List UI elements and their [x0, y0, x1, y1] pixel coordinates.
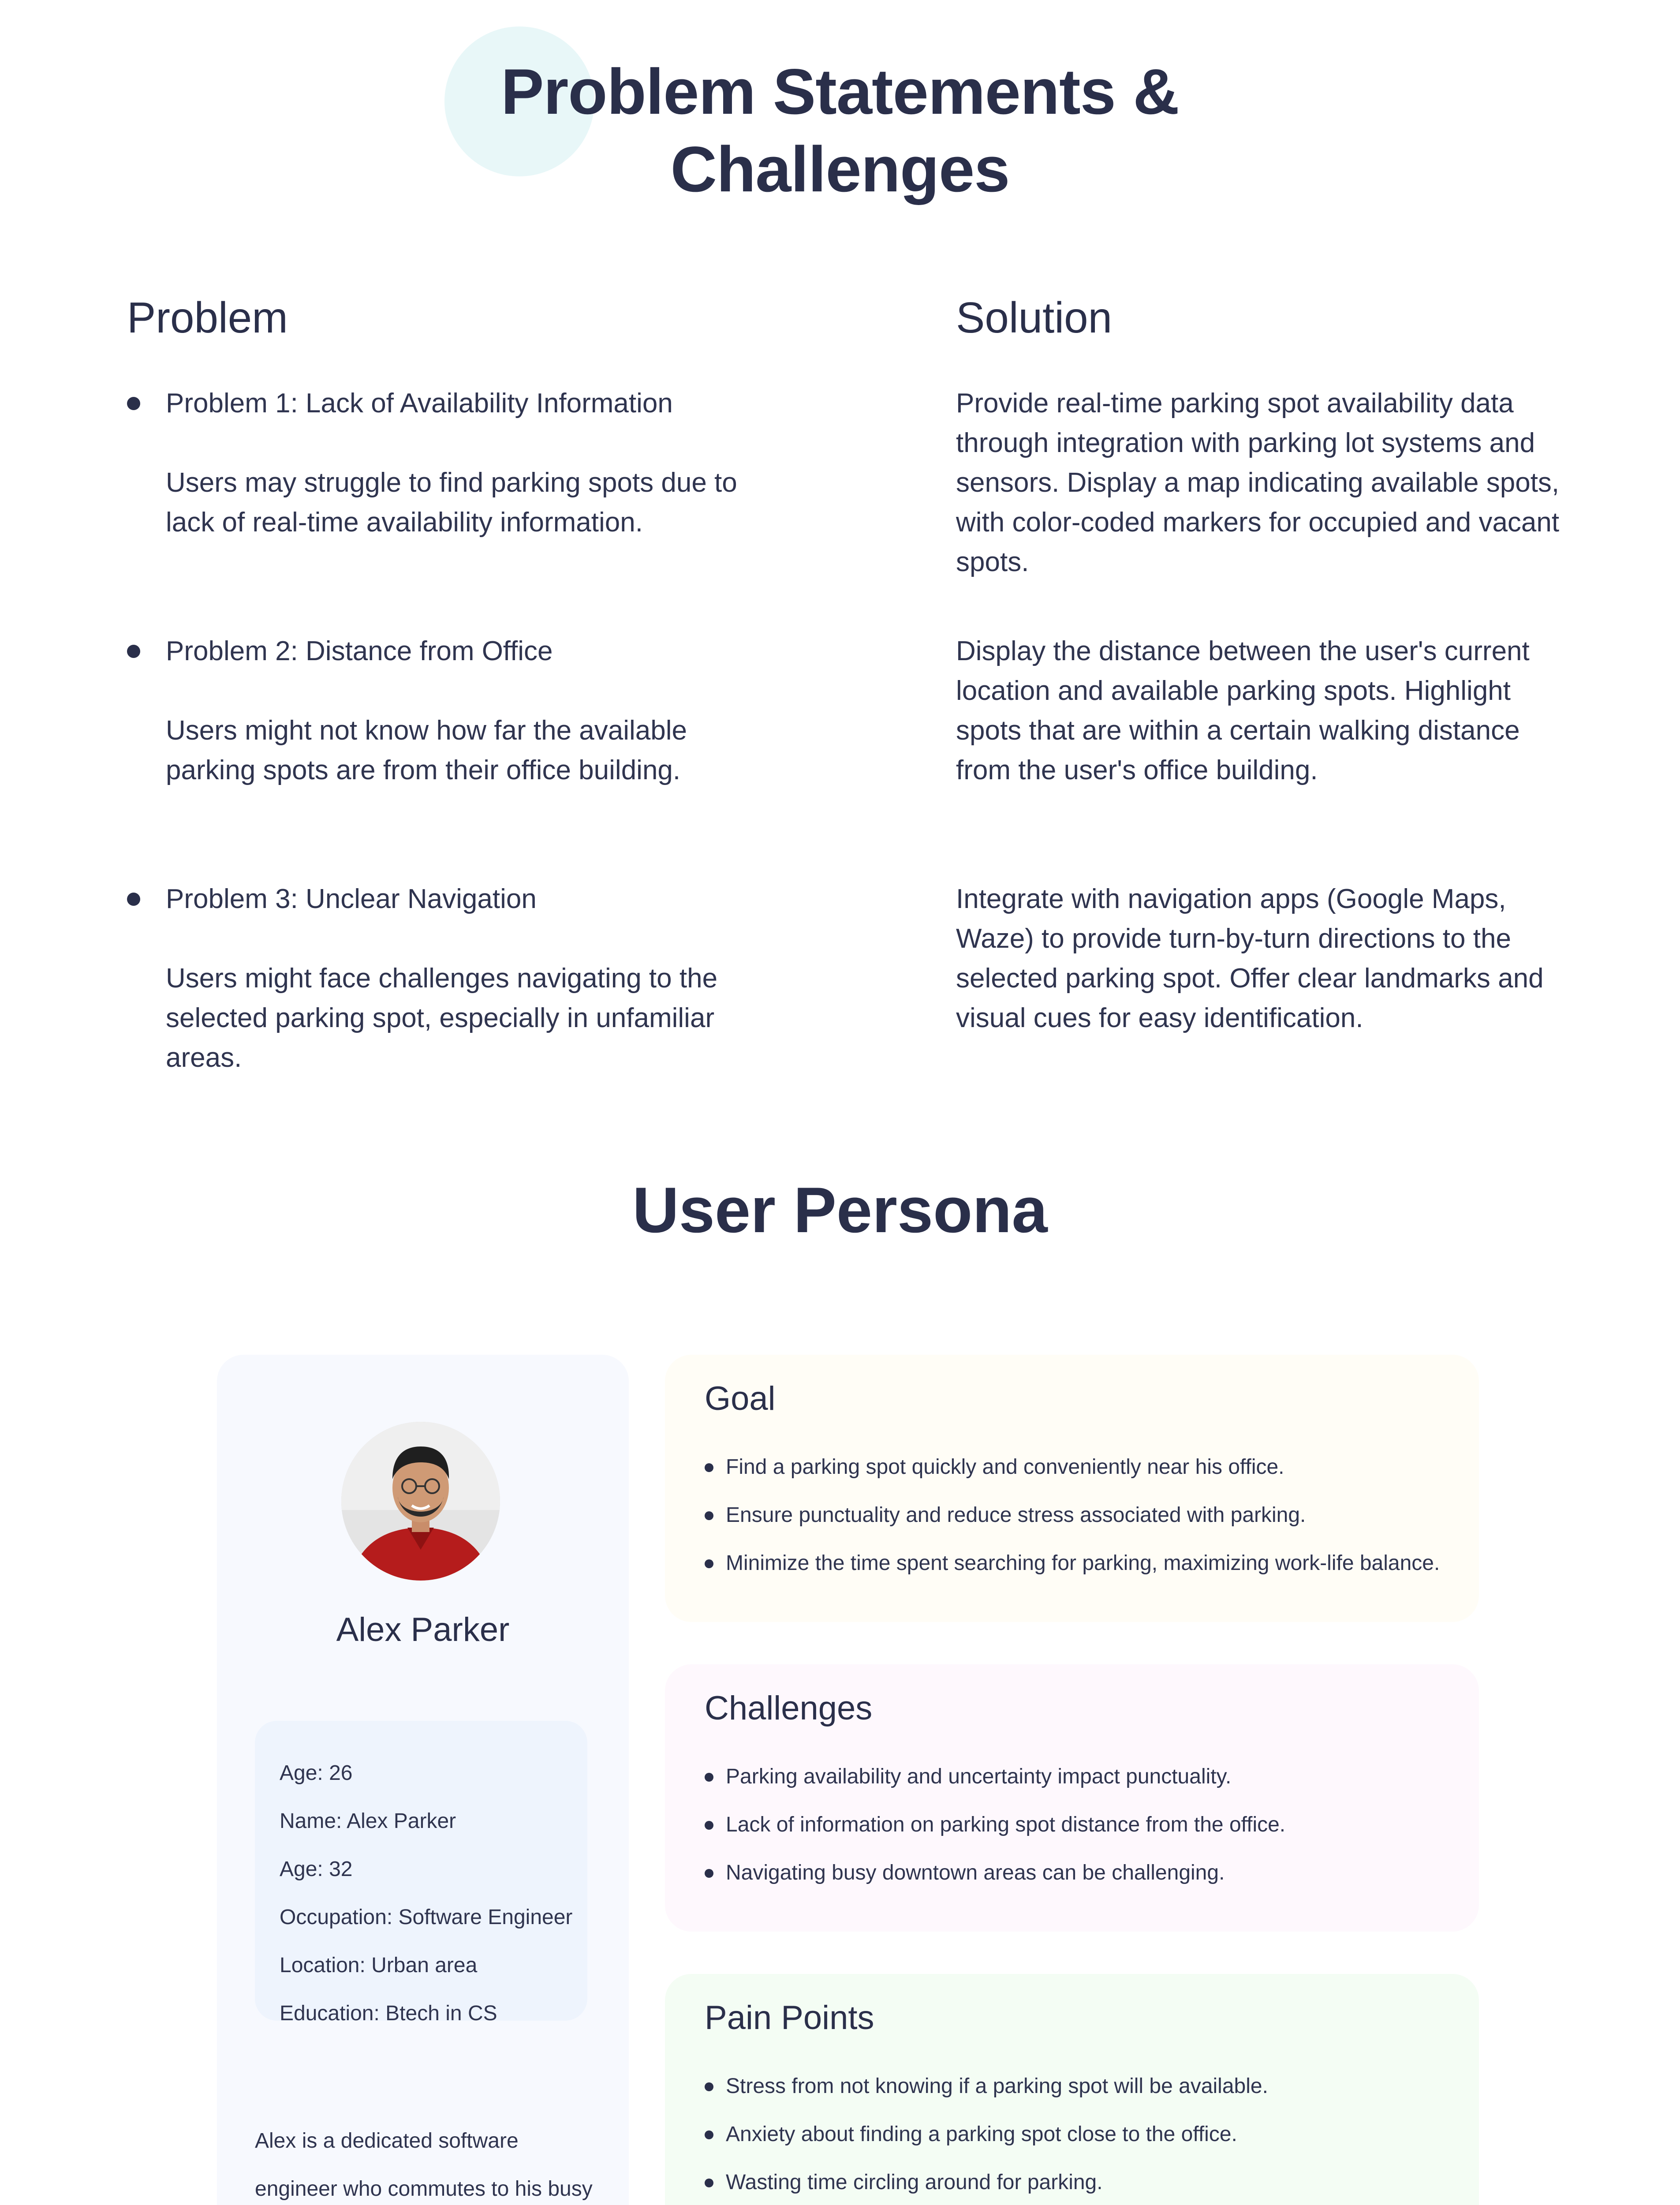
problem-title: Problem 2: Distance from Office: [166, 636, 553, 666]
persona-bio: [255, 2117, 603, 2205]
list-item: Anxiety about finding a parking spot close to the office.: [705, 2110, 1268, 2158]
avatar: [341, 1422, 500, 1581]
solution-text: Integrate with navigation apps (Google Maps, Waze) to provide turn-by-turn directions to the selected parking spot. Offer clear landmarks and visual cues for easy identification.: [956, 884, 1544, 1033]
persona-name: Alex Parker: [336, 1611, 510, 1648]
detail-name: Name: Alex Parker: [280, 1809, 456, 1833]
list-item: Navigating busy downtown areas can be challenging.: [705, 1849, 1285, 1897]
detail-education: Education: Btech in CS: [280, 2002, 497, 2025]
problem-item: [127, 879, 753, 1078]
persona-card: [217, 1355, 629, 2205]
list-item: Minimize the time spent searching for parking, maximizing work-life balance.: [705, 1539, 1440, 1587]
list-item: Stress from not knowing if a parking spot will be available.: [705, 2062, 1268, 2110]
problem-description: Users might not know how far the available parking spots are from their office building.: [166, 715, 687, 785]
persona-details: [255, 1721, 587, 2025]
page-title-line-2: Challenges: [670, 133, 1010, 205]
detail-location: Location: Urban area: [280, 1954, 478, 1977]
bullet-icon: [127, 397, 140, 410]
solution-text: Display the distance between the user's current location and available parking spots. Highlight spots that are within a certain walking distance from the user's office building.: [956, 636, 1530, 785]
challenges-heading: Challenges: [705, 1689, 873, 1727]
solution-heading: Solution: [956, 293, 1113, 342]
bio-line: Alex is a dedicated software: [255, 2129, 519, 2153]
persona-section-title: User Persona: [632, 1174, 1048, 1246]
list-item: Find a parking spot quickly and conveniently near his office.: [705, 1443, 1440, 1491]
detail-age: Age: 26: [280, 1761, 353, 1785]
pain-points-card: [665, 1974, 1479, 2205]
detail-occupation: Occupation: Software Engineer: [280, 1906, 573, 1929]
goal-heading: Goal: [705, 1380, 776, 1417]
bio-line: engineer who commutes to his busy: [255, 2177, 593, 2201]
problem-item: [127, 632, 753, 790]
page-title-line-1: Problem Statements &: [501, 56, 1179, 127]
avatar-photo-icon: [341, 1422, 500, 1581]
challenges-card: [665, 1664, 1479, 1932]
list-item: Lack of information on parking spot distance from the office.: [705, 1801, 1285, 1849]
problem-heading: Problem: [127, 293, 288, 342]
solution-text: Provide real-time parking spot availability data through integration with parking lot systems and sensors. Display a map indicating available spots, with color-coded markers for occupied and vacant spots.: [956, 388, 1560, 577]
problem-title: Problem 1: Lack of Availability Information: [166, 388, 673, 419]
challenges-list: [705, 1753, 1285, 1897]
bullet-icon: [127, 893, 140, 906]
problem-description: Users may struggle to find parking spots due to lack of real-time availability information.: [166, 467, 737, 538]
problem-description: Users might face challenges navigating to the selected parking spot, especially in unfamiliar areas.: [166, 963, 718, 1073]
detail-age: Age: 32: [280, 1857, 353, 1881]
page-title: [0, 53, 1680, 208]
pain-points-heading: Pain Points: [705, 1999, 874, 2037]
list-item: Wasting time circling around for parking.: [705, 2158, 1268, 2205]
list-item: Parking availability and uncertainty impact punctuality.: [705, 1753, 1285, 1801]
goal-list: [705, 1443, 1440, 1587]
problem-title: Problem 3: Unclear Navigation: [166, 884, 537, 914]
goal-card: [665, 1355, 1479, 1622]
problem-item: [127, 384, 753, 542]
bullet-icon: [127, 645, 140, 658]
list-item: Ensure punctuality and reduce stress associated with parking.: [705, 1491, 1440, 1539]
pain-points-list: [705, 2062, 1268, 2205]
